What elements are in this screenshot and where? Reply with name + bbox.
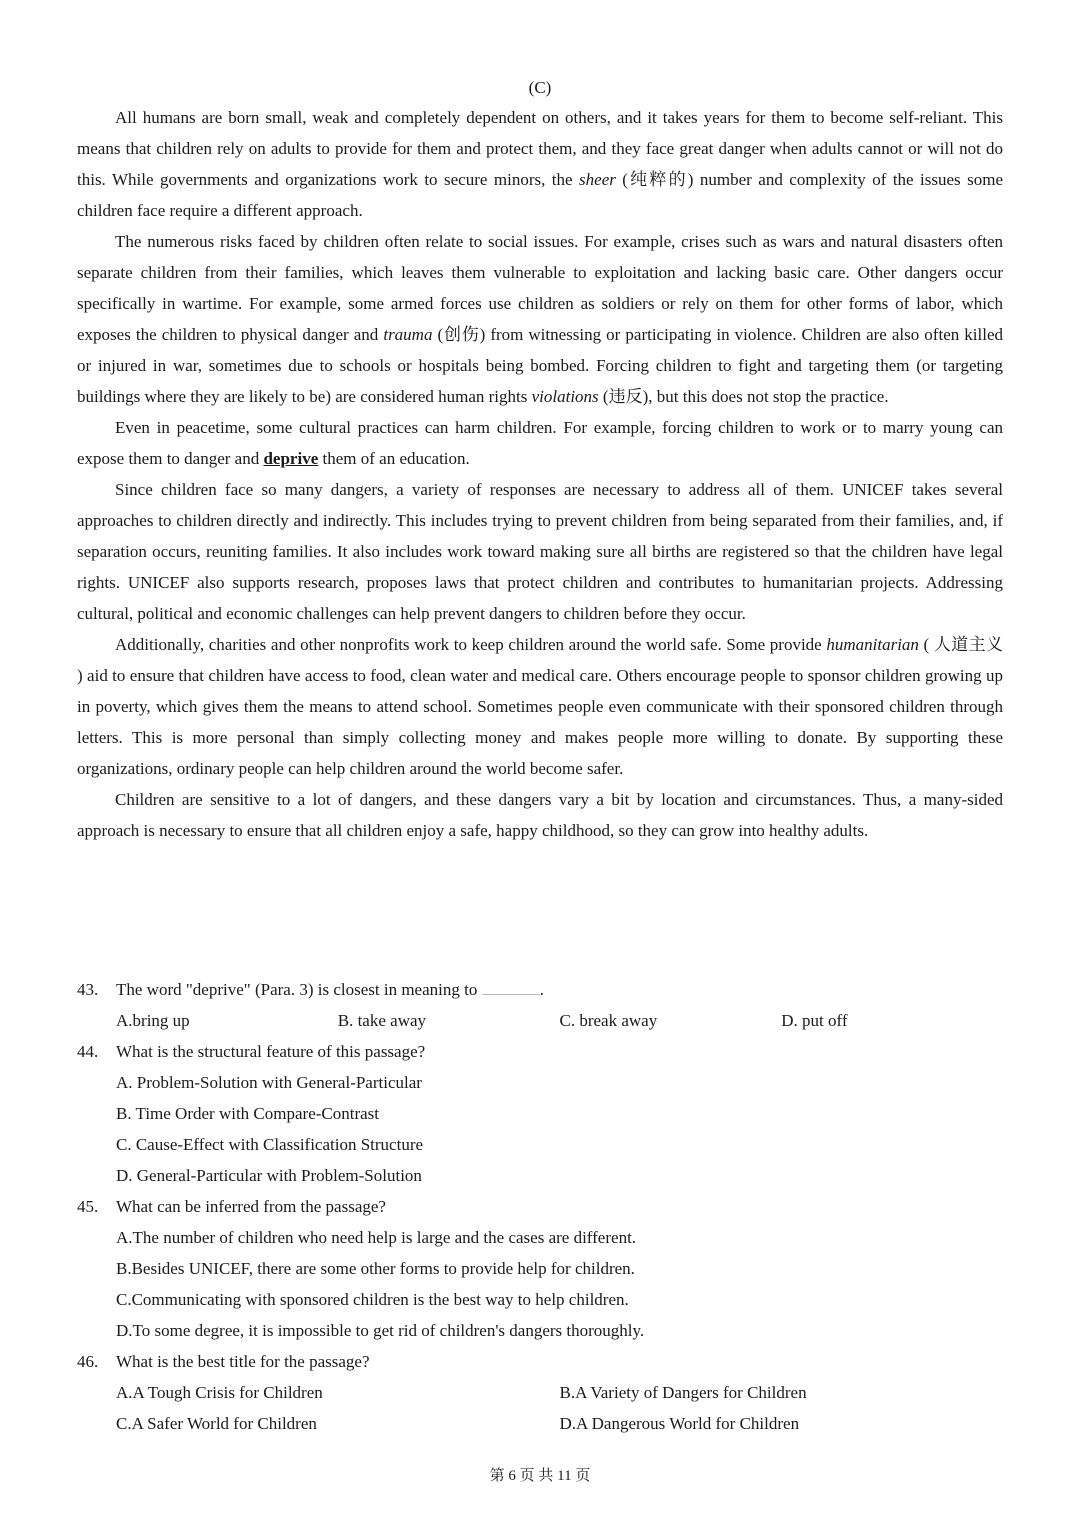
question-44 — [77, 1036, 1003, 1067]
paragraph-4: Since children face so many dangers, a variety of responses are necessary to address all of them. UNICEF takes several approaches to children directly and indirectly. This includes trying to prevent children from being separated from their families, and, if separation occurs, reuniting families. It also includes work toward making sure all births are registered so that the children have legal rights. UNICEF also supports research, proposes laws that protect children and contributes to humanitarian projects. Addressing cultural, political and economic challenges can help prevent dangers to children before they occur. — [77, 480, 1003, 623]
p3-text-a: Even in peacetime, some cultural practices can harm children. For example, forcing children to work or to marry young can expose them to danger and — [77, 418, 1003, 468]
paragraph-3 — [77, 412, 1003, 474]
option-b: B.Besides UNICEF, there are some other forms to provide help for children. — [116, 1259, 635, 1278]
p2-gloss-1: (创伤) — [432, 325, 491, 344]
question-list — [77, 974, 1003, 1439]
section-label: (C) — [528, 78, 552, 97]
question-stem: What is the best title for the passage? — [116, 1352, 370, 1371]
option-c: C.A Safer World for Children — [116, 1414, 317, 1433]
reading-passage — [77, 102, 1003, 846]
p1-term: sheer — [579, 170, 616, 189]
question-stem: What can be inferred from the passage? — [116, 1197, 386, 1216]
p2-term-1: trauma — [383, 325, 433, 344]
p3-text-b: them of an education. — [318, 449, 470, 468]
question-45 — [77, 1191, 1003, 1222]
question-stem — [116, 974, 544, 1005]
option-d: D.To some degree, it is impossible to get rid of children's dangers thoroughly. — [116, 1321, 645, 1340]
question-number: 45. — [77, 1197, 99, 1216]
option-c: C. Cause-Effect with Classification Structure — [116, 1135, 424, 1154]
p5-text-b: aid to ensure that children have access to food, clean water and medical care. Others encourage people to sponsor children growing up in poverty, which gives them the means to attend school. Sometimes people even communicate with their sponsored children through letters. This is more personal than simply collecting money and makes people more willing to donate. By supporting these organizations, ordinary people can help children around the world become safer. — [77, 666, 1003, 778]
paragraph-6: Children are sensitive to a lot of dangers, and these dangers vary a bit by location and circumstances. Thus, a many-sided approach is necessary to ensure that all children enjoy a safe, happy childhood, so they can grow into healthy adults. — [77, 790, 1003, 840]
option-a: A.A Tough Crisis for Children — [116, 1383, 323, 1402]
question-stem: What is the structural feature of this passage? — [116, 1042, 426, 1061]
p5-text-a: Additionally, charities and other nonprofits work to keep children around the world safe. Some provide — [115, 635, 827, 654]
page-footer: 第 6 页 共 11 页 — [489, 1468, 591, 1484]
option-b: B.A Variety of Dangers for Children — [559, 1383, 807, 1402]
question-number: 43. — [77, 980, 99, 999]
option-a: A. Problem-Solution with General-Particular — [116, 1073, 422, 1092]
answer-blank — [482, 976, 540, 995]
option-a: A.bring up — [116, 1011, 190, 1030]
options-46-row-1 — [77, 1377, 1003, 1408]
question-number: 44. — [77, 1042, 99, 1061]
p2-text-b: from witnessing or participating in violence. Children are also often killed or injured in war, sometimes due to schools or hospitals being bombed. Forcing children to fight and targeting them (or targeting buildings where they are likely to be) are considered human rights — [77, 325, 1004, 406]
option-d: D. General-Particular with Problem-Solution — [116, 1166, 422, 1185]
option-b: B. Time Order with Compare-Contrast — [116, 1104, 380, 1123]
p1-text-a: All humans are born small, weak and completely dependent on others, and it takes years for them to become self-reliant. This means that children rely on adults to provide for them and protect them, and they face great danger when adults cannot or will not do this. While governments and organizations work to secure minors, the — [77, 108, 1003, 189]
option-c: C. break away — [559, 1011, 658, 1030]
paragraph-5 — [77, 629, 1003, 784]
paragraph-2 — [77, 226, 1003, 412]
p1-gloss: (纯粹的) — [615, 170, 700, 189]
option-b: B. take away — [337, 1011, 427, 1030]
p5-term: humanitarian — [826, 635, 919, 654]
question-stem-text: The word "deprive" (Para. 3) is closest in meaning to — [116, 980, 478, 999]
question-number: 46. — [77, 1352, 99, 1371]
p2-term-2: violations — [531, 387, 599, 406]
question-46 — [77, 1346, 1003, 1377]
p1-text-b: number and complexity of the issues some children face require a different approach. — [77, 170, 1004, 220]
question-43 — [77, 974, 1003, 1005]
option-c: C.Communicating with sponsored children is the best way to help children. — [116, 1290, 629, 1309]
option-a: A.The number of children who need help is large and the cases are different. — [116, 1228, 637, 1247]
p2-gloss-2: (违反) — [598, 387, 649, 406]
paragraph-1 — [77, 102, 1003, 226]
question-stem-end: . — [539, 980, 544, 999]
p2-text-a: The numerous risks faced by children often relate to social issues. For example, crises such as wars and natural disasters often separate children from their families, which leaves them vulnerable to exploitation and lacking basic care. Other dangers occur specifically in wartime. For example, some armed forces use children as soldiers or rely on them for other forms of labor, which exposes the children to physical danger and — [77, 232, 1003, 344]
options-43 — [77, 1005, 1003, 1036]
p3-keyword: deprive — [263, 449, 319, 468]
option-d: D. put off — [781, 1011, 848, 1030]
option-d: D.A Dangerous World for Children — [559, 1414, 800, 1433]
options-46-row-2 — [77, 1408, 1003, 1439]
p5-gloss: ( 人道主义 ) — [77, 635, 1003, 685]
p2-text-c: , but this does not stop the practice. — [648, 387, 889, 406]
